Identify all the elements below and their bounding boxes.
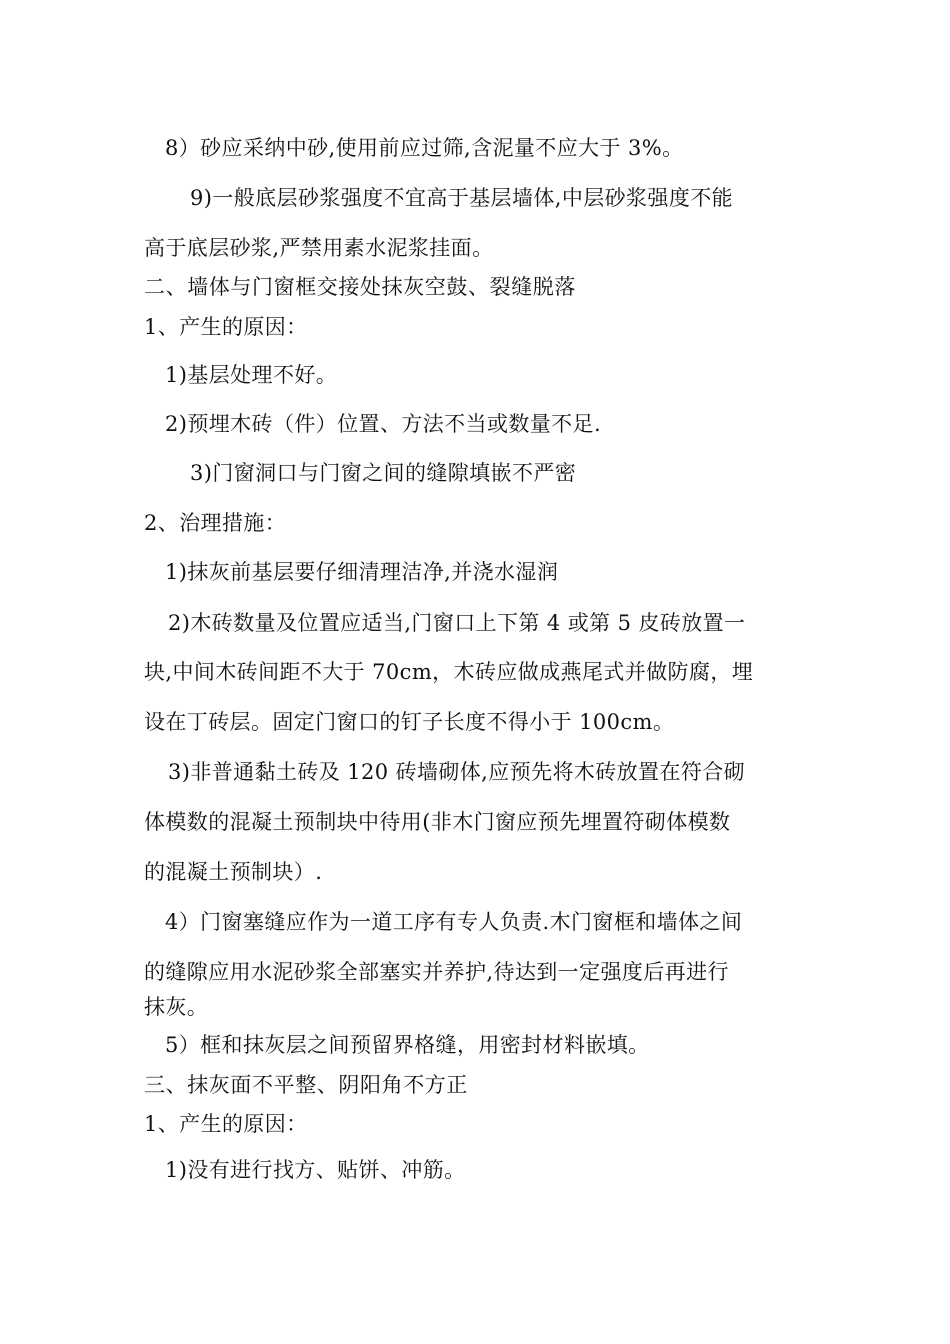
list-item: 2)预埋木砖（件）位置、方法不当或数量不足. bbox=[165, 412, 602, 436]
subsection-heading: 2、治理措施： bbox=[144, 511, 287, 535]
list-item: 1)抹灰前基层要仔细清理洁净,并浇水湿润 bbox=[165, 560, 559, 584]
paragraph-line: 块,中间木砖间距不大于 70cm，木砖应做成燕尾式并做防腐，埋 bbox=[144, 660, 754, 684]
paragraph-line: 抹灰。 bbox=[144, 995, 209, 1019]
paragraph-line: 4）门窗塞缝应作为一道工序有专人负责.木门窗框和墙体之间 bbox=[165, 910, 743, 934]
paragraph-line: 的缝隙应用水泥砂浆全部塞实并养护,待达到一定强度后再进行 bbox=[144, 960, 729, 984]
paragraph-line: 高于底层砂浆,严禁用素水泥浆挂面。 bbox=[144, 236, 494, 260]
paragraph-line: 2)木砖数量及位置应适当,门窗口上下第 4 或第 5 皮砖放置一 bbox=[168, 611, 746, 635]
list-item: 3)门窗洞口与门窗之间的缝隙填嵌不严密 bbox=[190, 461, 577, 485]
paragraph-line: 9)一般底层砂浆强度不宜高于基层墙体,中层砂浆强度不能 bbox=[190, 186, 734, 210]
section-heading: 二、墙体与门窗框交接处抹灰空鼓、裂缝脱落 bbox=[144, 275, 576, 299]
list-item: 1)基层处理不好。 bbox=[165, 363, 338, 387]
paragraph-line: 3)非普通黏土砖及 120 砖墙砌体,应预先将木砖放置在符合砌 bbox=[168, 760, 746, 784]
section-heading: 三、抹灰面不平整、阴阳角不方正 bbox=[144, 1073, 468, 1097]
list-item: 1)没有进行找方、贴饼、冲筋。 bbox=[165, 1158, 466, 1182]
paragraph-line: 设在丁砖层。固定门窗口的钉子长度不得小于 100cm。 bbox=[144, 710, 675, 734]
subsection-heading: 1、产生的原因： bbox=[144, 1112, 308, 1136]
paragraph-line: 的混凝土预制块）. bbox=[144, 860, 323, 884]
list-item: 5）框和抹灰层之间预留界格缝，用密封材料嵌填。 bbox=[165, 1033, 650, 1057]
paragraph-line: 体模数的混凝土预制块中待用(非木门窗应预先埋置符砌体模数 bbox=[144, 810, 731, 834]
subsection-heading: 1、产生的原因： bbox=[144, 315, 308, 339]
paragraph-line: 8）砂应采纳中砂,使用前应过筛,含泥量不应大于 3%。 bbox=[165, 136, 684, 160]
